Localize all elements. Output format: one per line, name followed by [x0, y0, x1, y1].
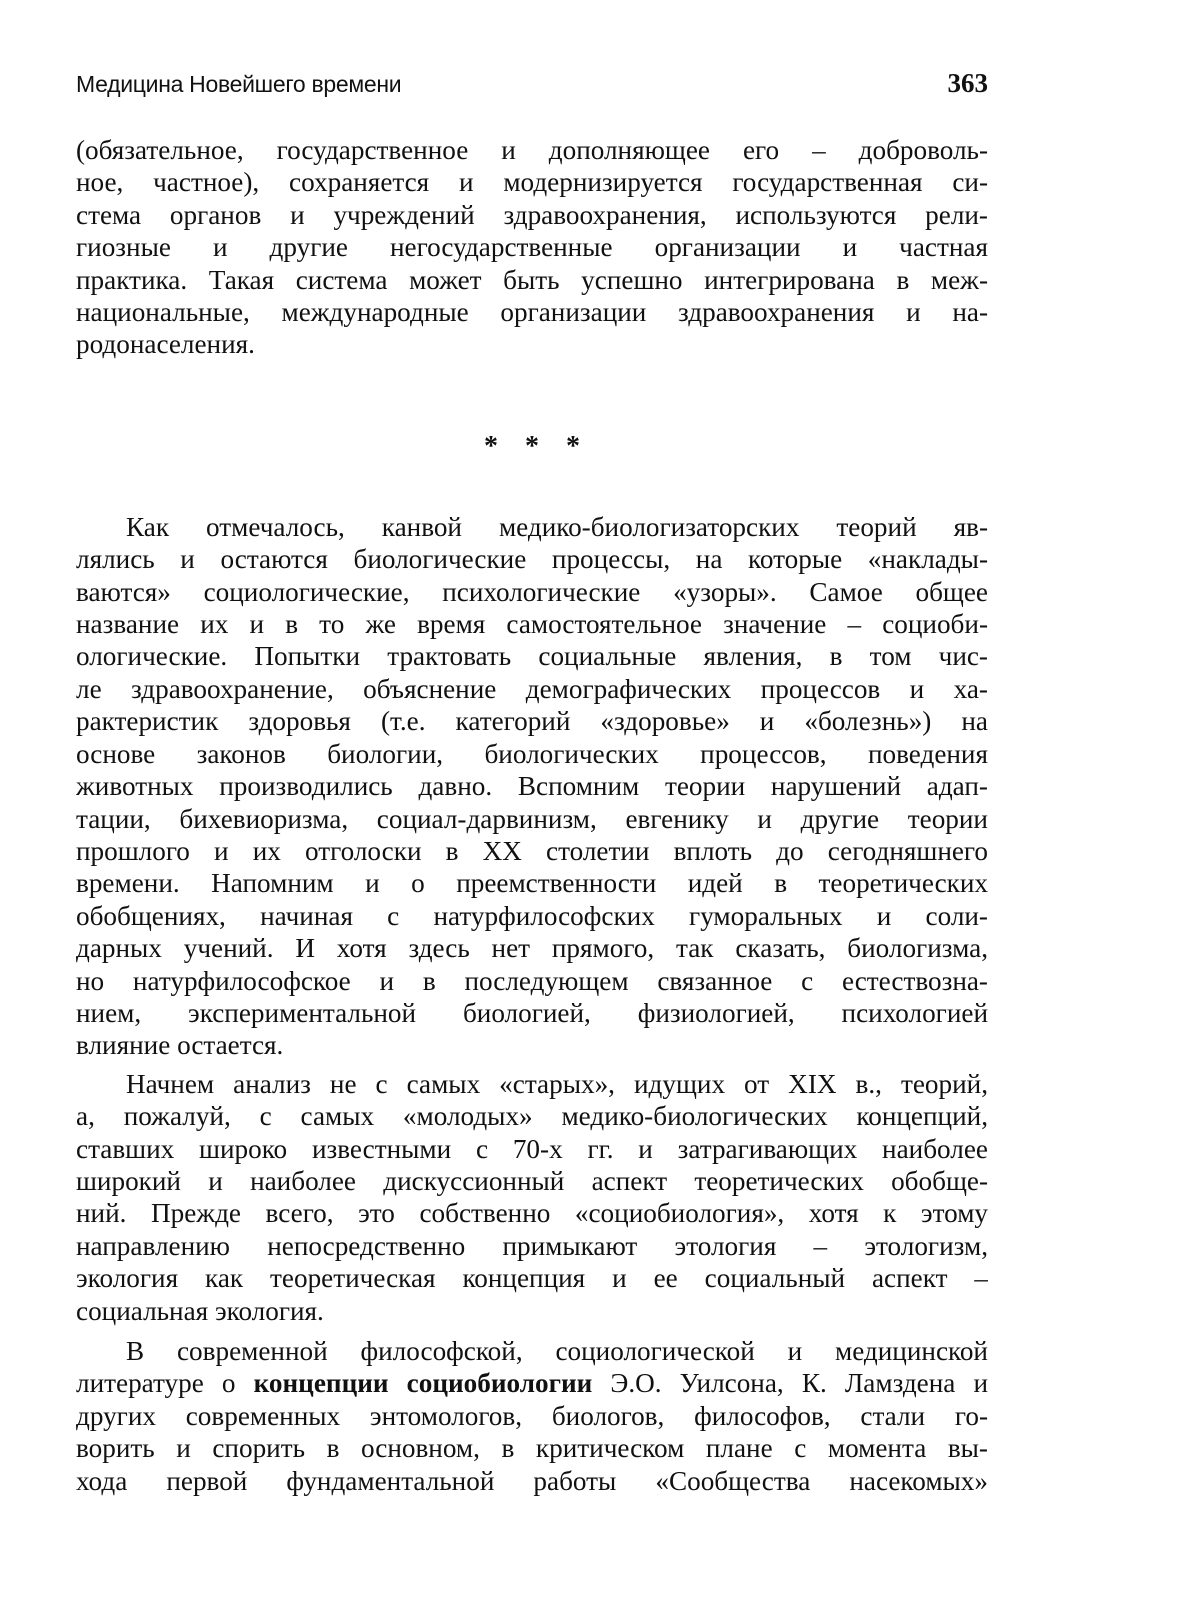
- bold-term-sociobiology: концепции социобиологии: [253, 1368, 593, 1399]
- paragraph-wilson-concept: [76, 1335, 988, 1497]
- text-line: рактеристик здоровья (т.е. категорий «здоровье» и «болезнь») на: [76, 706, 988, 737]
- paragraph-analysis-start: [76, 1068, 988, 1327]
- text-line: других современных энтомологов, биологов, философов, стали го-: [76, 1400, 988, 1431]
- text-line: нием, экспериментальной биологией, физиологией, психологией: [76, 997, 988, 1028]
- section-separator: * * *: [484, 430, 590, 462]
- book-page: [76, 68, 988, 1497]
- text-line: обобщениях, начиная с натурфилософских гуморальных и соли-: [76, 900, 988, 931]
- text-line: стема органов и учреждений здравоохранения, используются рели-: [76, 199, 988, 230]
- text-line: ний. Прежде всего, это собственно «социобиология», хотя к этому: [76, 1198, 988, 1229]
- paragraph-sociobiology-intro: [76, 511, 988, 1062]
- text-line: ное, частное), сохраняется и модернизируется государственная си-: [76, 167, 988, 198]
- text-line-with-term: [76, 1367, 988, 1399]
- text-line: название их и в то же время самостоятельное значение – социоби-: [76, 609, 988, 640]
- text-line: влияние остается.: [76, 1030, 284, 1061]
- text-line: но натурфилософское и в последующем связанное с естествозна-: [76, 965, 988, 996]
- text-line: ставших широко известными с 70-х гг. и затрагивающих наиболее: [76, 1133, 988, 1164]
- text-line: прошлого и их отголоски в XX столетии вплоть до сегодняшнего: [76, 835, 988, 866]
- text-line: Как отмечалось, канвой медико-биологизаторских теорий яв-: [126, 511, 988, 542]
- text-line: В современной философской, социологической и медицинской: [126, 1336, 988, 1366]
- running-head: [76, 68, 988, 108]
- text-line: ле здравоохранение, объяснение демографических процессов и ха-: [76, 673, 988, 704]
- text-line: социальная экология.: [76, 1295, 324, 1326]
- text-line: (обязательное, государственное и дополняющее его – доброволь-: [76, 135, 988, 165]
- running-title: Медицина Новейшего времени: [76, 71, 402, 97]
- text-line: животных производились давно. Вспомним теории нарушений адап-: [76, 771, 988, 802]
- text-line: экология как теоретическая концепция и ее социальный аспект –: [76, 1263, 988, 1294]
- text-line: ворить и спорить в основном, в критическом плане с момента вы-: [76, 1433, 988, 1464]
- text-line: направлению непосредственно примыкают этология – этологизм,: [76, 1230, 988, 1261]
- continuation-paragraph: [76, 134, 988, 361]
- text-line: лялись и остаются биологические процессы, на которые «наклады-: [76, 544, 988, 575]
- text-line: национальные, международные организации здравоохранения и на-: [76, 297, 988, 328]
- text-fragment: литературе о: [76, 1368, 254, 1399]
- page-number: 363: [947, 68, 988, 98]
- text-line: практика. Такая система может быть успешно интегрирована в меж-: [76, 264, 988, 295]
- text-line: родонаселения.: [76, 329, 255, 360]
- text-line: широкий и наиболее дискуссионный аспект теоретических обобще-: [76, 1165, 988, 1196]
- text-line: ологические. Попытки трактовать социальные явления, в том чис-: [76, 641, 988, 672]
- text-line: тации, бихевиоризма, социал-дарвинизм, евгенику и другие теории: [76, 803, 988, 834]
- text-line: времени. Напомним и о преемственности идей в теоретических: [76, 868, 988, 899]
- text-line: хода первой фундаментальной работы «Сообщества насекомых»: [76, 1465, 988, 1496]
- text-line: гиозные и другие негосударственные организации и частная: [76, 232, 988, 263]
- text-line: ваются» социологические, психологические «узоры». Самое общее: [76, 576, 988, 607]
- text-line: основе законов биологии, биологических процессов, поведения: [76, 738, 988, 769]
- text-line: а, пожалуй, с самых «молодых» медико-биологических концепций,: [76, 1101, 988, 1132]
- text-line: Начнем анализ не с самых «старых», идущих от XIX в., теорий,: [126, 1068, 988, 1099]
- text-fragment: Э.О. Уилсона, К. Ламздена и: [592, 1368, 988, 1399]
- text-line: дарных учений. И хотя здесь нет прямого, так сказать, биологизма,: [76, 933, 988, 964]
